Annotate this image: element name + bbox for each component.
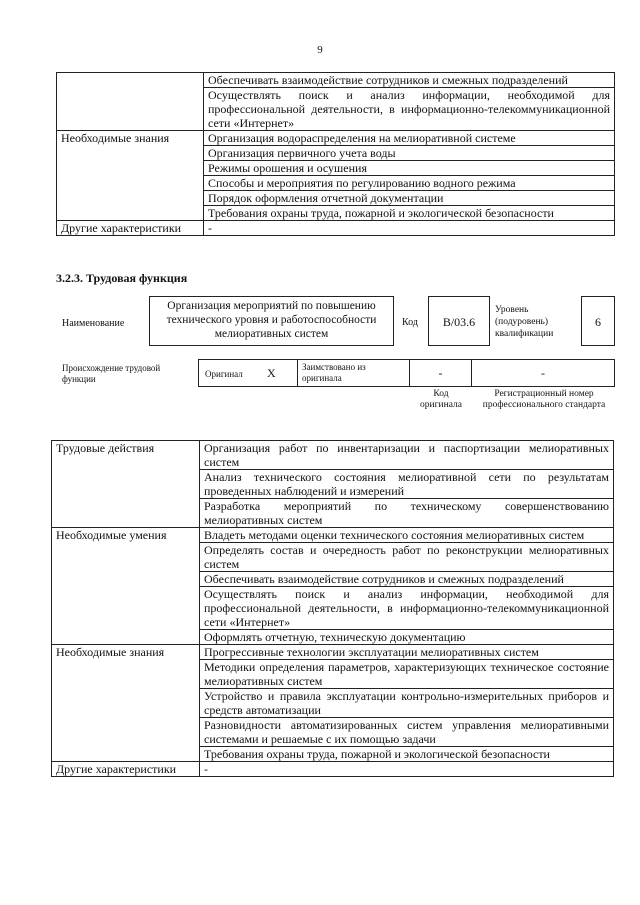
- table-row: [57, 221, 615, 236]
- list-item: Прогрессивные технологии эксплуатации мелиоративных систем: [200, 645, 614, 660]
- function-name-box: [149, 296, 394, 346]
- list-item: Обеспечивать взаимодействие сотрудников и смежных подразделений: [200, 572, 614, 587]
- level-label: Уровень (подуровень) квалификации: [495, 305, 554, 339]
- name-label: Наименование: [62, 318, 125, 329]
- original-code-cell: [409, 359, 472, 387]
- list-item: Устройство и правила эксплуатации контрольно-измерительных приборов и средств автоматизации: [200, 689, 614, 718]
- table-row: [57, 73, 615, 88]
- list-item: Разновидности автоматизированных систем управления мелиоративными системами и решаемые с их помощью задачи: [200, 718, 614, 747]
- page-number: 9: [317, 44, 323, 56]
- list-item: Способы и мероприятия по регулированию водного режима: [204, 176, 615, 191]
- list-item: Требования охраны труда, пожарной и экологической безопасности: [200, 747, 614, 762]
- list-item: Владеть методами оценки технического состояния мелиоративных систем: [200, 528, 614, 543]
- level-value: 6: [595, 315, 601, 329]
- row-label: Другие характеристики: [52, 762, 200, 777]
- list-item: Порядок оформления отчетной документации: [204, 191, 615, 206]
- level-box: [581, 296, 615, 346]
- list-item: Требования охраны труда, пожарной и экологической безопасности: [204, 206, 615, 221]
- borrowed-cell: [297, 359, 410, 387]
- list-item: Обеспечивать взаимодействие сотрудников и смежных подразделений: [204, 73, 615, 88]
- row-label: Другие характеристики: [57, 221, 204, 236]
- original-label: Оригинал: [205, 369, 243, 379]
- list-item: -: [204, 221, 615, 236]
- function-name: Организация мероприятий по повышению технического уровня и работоспособности мелиоративных систем: [166, 300, 377, 340]
- list-item: Разработка мероприятий по техническому совершенствованию мелиоративных систем: [200, 499, 614, 528]
- row-label: Необходимые умения: [52, 528, 200, 645]
- list-item: Осуществлять поиск и анализ информации, необходимой для профессиональной деятельности, в информационно-телекоммуникационной сети «Интернет»: [204, 88, 615, 131]
- original-mark: X: [267, 366, 276, 380]
- list-item: Организация первичного учета воды: [204, 146, 615, 161]
- table-row: [52, 762, 614, 777]
- row-label: Необходимые знания: [57, 131, 204, 221]
- table-row: [52, 441, 614, 470]
- reg-number-cell: [471, 359, 615, 387]
- code-label: Код: [402, 317, 418, 328]
- list-item: Методики определения параметров, характеризующих техническое состояние мелиоративных систем: [200, 660, 614, 689]
- continuation-table: [56, 72, 615, 236]
- reg-caption: Регистрационный номер профессионального стандарта: [482, 389, 606, 410]
- list-item: Организация водораспределения на мелиоративной системе: [204, 131, 615, 146]
- list-item: Анализ технического состояния мелиоративной сети по результатам проведенных наблюдений и измерений: [200, 470, 614, 499]
- original-code-value: -: [438, 366, 443, 380]
- function-table: [51, 440, 614, 777]
- reg-number-value: -: [541, 366, 545, 380]
- table-row: [52, 645, 614, 660]
- row-label: [57, 73, 204, 131]
- section-title: 3.2.3. Трудовая функция: [56, 271, 188, 285]
- list-item: Оформлять отчетную, техническую документацию: [200, 630, 614, 645]
- original-cell: [198, 359, 298, 387]
- list-item: -: [200, 762, 614, 777]
- borrowed-label: Заимствовано из оригинала: [302, 362, 366, 383]
- code-caption: Код оригинала: [420, 389, 462, 410]
- list-item: Организация работ по инвентаризации и паспортизации мелиоративных систем: [200, 441, 614, 470]
- row-label: Необходимые знания: [52, 645, 200, 762]
- list-item: Осуществлять поиск и анализ информации, необходимой для профессиональной деятельности, в информационно-телекоммуникационной сети «Интернет»: [200, 587, 614, 630]
- origin-label: Происхождение трудовой функции: [62, 363, 161, 384]
- code-box: [428, 296, 490, 346]
- code-value: B/03.6: [442, 315, 476, 329]
- row-label: Трудовые действия: [52, 441, 200, 528]
- table-row: [52, 528, 614, 543]
- list-item: Определять состав и очередность работ по реконструкции мелиоративных систем: [200, 543, 614, 572]
- list-item: Режимы орошения и осушения: [204, 161, 615, 176]
- table-row: [57, 131, 615, 146]
